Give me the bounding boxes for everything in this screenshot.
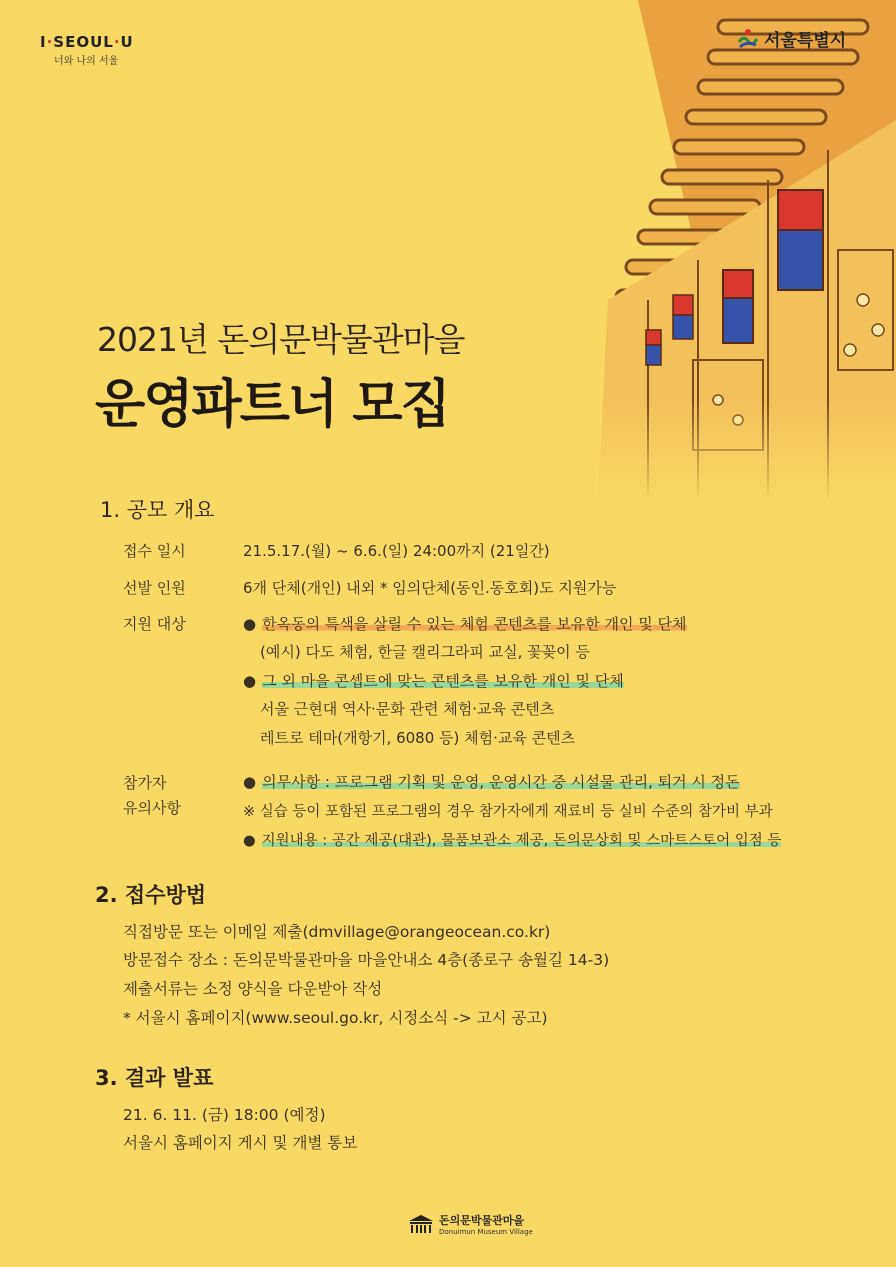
section2-line1: 직접방문 또는 이메일 제출(dmvillage@orangeocean.co.kr) — [123, 923, 551, 941]
bullet-icon: ● — [243, 672, 257, 690]
section2-heading: 2. 접수방법 — [95, 883, 207, 907]
footer-name-ko: 돈의문박물관마을 — [439, 1214, 525, 1227]
iseoul-tagline: 너와 나의 서울 — [54, 56, 119, 67]
section3-heading: 3. 결과 발표 — [95, 1066, 214, 1090]
iseoul-logo-main: SEOUL — [53, 33, 114, 51]
row-value-count: 6개 단체(개인) 내외 * 임의단체(동인.동호회)도 지원가능 — [243, 579, 617, 597]
row-value-date: 21.5.17.(월) ~ 6.6.(일) 24:00까지 (21일간) — [243, 542, 550, 560]
notes-bullet1 — [243, 771, 740, 792]
section2-line2: 방문접수 장소 : 돈의문박물관마을 마을안내소 4층(종로구 송월길 14-3) — [123, 951, 610, 969]
bullet-icon: ● — [243, 833, 256, 849]
target-bullet1-text: 한옥동의 특색을 살릴 수 있는 체험 콘텐츠를 보유한 개인 및 단체 — [262, 615, 687, 633]
row-label-target: 지원 대상 — [123, 615, 186, 633]
village-gate-icon — [408, 1214, 434, 1234]
iseoul-logo-prefix: I — [40, 33, 47, 51]
title-line2: 운영파트너 모집 — [95, 375, 449, 435]
iseoul-logo-suffix: U — [120, 33, 134, 51]
target-sub2a: 서울 근현대 역사·문화 관련 체험·교육 콘텐츠 — [260, 700, 555, 718]
section1-heading: 1. 공모 개요 — [100, 498, 215, 522]
section3-line1: 21. 6. 11. (금) 18:00 (예정) — [123, 1106, 326, 1124]
seoul-emblem-icon — [736, 27, 760, 51]
title-line1: 2021년 돈의문박물관마을 — [97, 320, 465, 359]
notes-bullet1-text: 의무사항 : 프로그램 기획 및 운영, 운영시간 중 시설물 관리, 퇴거 시 정돈 — [262, 773, 740, 791]
section3-line2: 서울시 홈페이지 게시 및 개별 통보 — [123, 1134, 358, 1152]
notes-remark: ※ 실습 등이 포함된 프로그램의 경우 참가자에게 재료비 등 실비 수준의 참가비 부과 — [243, 804, 773, 820]
section2-line4: * 서울시 홈페이지(www.seoul.go.kr, 시정소식 -> 고시 공고) — [123, 1009, 548, 1027]
bullet-icon: ● — [243, 615, 257, 633]
footer-name-en: Donuimun Museum Village — [439, 1228, 533, 1236]
target-bullet2-text: 그 외 마을 콘셉트에 맞는 콘텐츠를 보유한 개인 및 단체 — [262, 672, 624, 690]
target-bullet2 — [243, 670, 624, 691]
target-sub2b: 레트로 테마(개항기, 6080 등) 체험·교육 콘텐츠 — [260, 729, 576, 747]
seoul-city-name: 서울특별시 — [764, 31, 847, 51]
notes-bullet2 — [243, 829, 781, 850]
row-label-count: 선발 인원 — [123, 579, 186, 597]
notes-bullet2-text: 지원내용 : 공간 제공(대관), 물품보관소 제공, 돈의문상회 및 스마트스토어 입점 등 — [261, 833, 782, 849]
bullet-icon: ● — [243, 773, 257, 791]
notes-label-line1: 참가자 — [123, 774, 167, 792]
target-sub1: (예시) 다도 체험, 한글 캘리그라피 교실, 꽃꽂이 등 — [260, 643, 590, 661]
iseoul-logo: I·SEOUL·U — [40, 33, 134, 51]
seoul-city-logo — [736, 26, 846, 51]
row-label-date: 접수 일시 — [123, 542, 186, 560]
target-bullet1 — [243, 613, 687, 634]
notes-label-line2: 유의사항 — [123, 799, 181, 817]
section2-line3: 제출서류는 소정 양식을 다운받아 작성 — [123, 980, 383, 998]
footer-logo — [408, 1212, 533, 1236]
hanok-illustration — [578, 0, 896, 500]
